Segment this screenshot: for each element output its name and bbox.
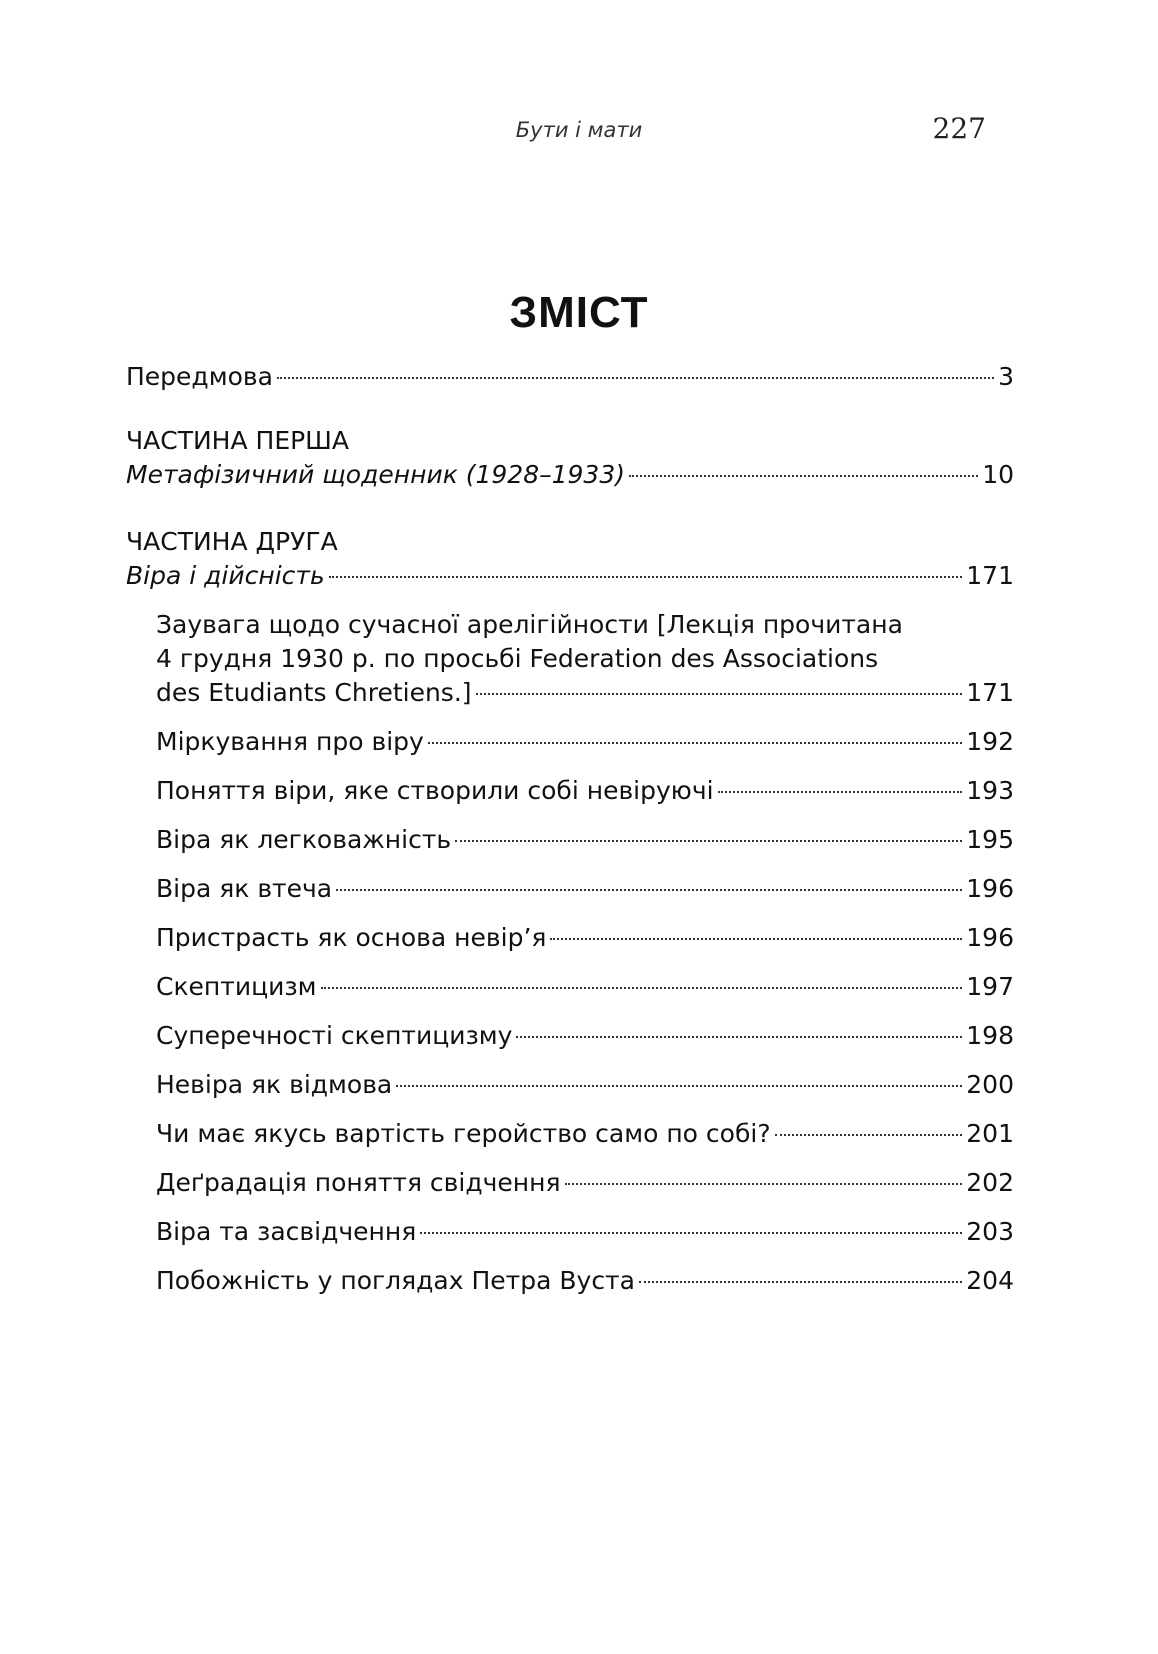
toc-entry-page: 193 (966, 776, 1014, 805)
toc-entry-label: Метафізичний щоденник (1928–1933) (126, 460, 625, 489)
toc-title: ЗМІСТ (509, 288, 649, 337)
toc-entry-page: 202 (966, 1168, 1014, 1197)
toc-entry-diary (126, 458, 1014, 492)
toc-entry-last-line (156, 676, 1014, 710)
toc-entry-page: 195 (966, 825, 1014, 854)
toc-entry-page: 196 (966, 874, 1014, 903)
toc-entry-sub (156, 970, 1014, 1004)
dot-leader (718, 791, 963, 793)
toc-entry-label: Деґрадація поняття свідчення (156, 1168, 561, 1197)
dot-leader (476, 693, 963, 695)
dot-leader (277, 377, 994, 379)
running-header (0, 112, 1158, 152)
toc-entry-label: Побожність у поглядах Петра Вуста (156, 1266, 635, 1295)
toc-entry-page: 10 (982, 460, 1014, 489)
toc-entry-label: Віра та засвідчення (156, 1217, 417, 1246)
toc-entry-page: 3 (998, 362, 1014, 391)
dot-leader (428, 742, 962, 744)
toc-entry-sub (156, 823, 1014, 857)
dot-leader (336, 889, 962, 891)
toc-entry-sub (156, 1264, 1014, 1298)
toc-entry-page: 203 (966, 1217, 1014, 1246)
toc-entry-page: 171 (966, 678, 1014, 707)
dot-leader (455, 840, 962, 842)
dot-leader (516, 1036, 962, 1038)
dot-leader (629, 475, 978, 477)
dot-leader (775, 1134, 963, 1136)
toc-entry-label: Передмова (126, 362, 273, 391)
dot-leader (550, 938, 962, 940)
toc-entry-label-line: Заувага щодо сучасної арелігійности [Лекція прочитана (156, 610, 903, 639)
dot-leader (329, 576, 963, 578)
dot-leader (565, 1183, 963, 1185)
toc-entry-sub (156, 1166, 1014, 1200)
toc-entry-sub (156, 1117, 1014, 1151)
toc-entry-page: 200 (966, 1070, 1014, 1099)
dot-leader (420, 1232, 962, 1234)
toc-entry-label: Віра як втеча (156, 874, 333, 903)
toc-entry-sub (156, 774, 1014, 808)
part-heading-1: ЧАСТИНА ПЕРША (126, 426, 350, 455)
dot-leader (321, 987, 963, 989)
dot-leader (396, 1085, 962, 1087)
toc-entry-page: 197 (966, 972, 1014, 1001)
toc-entry-label: Суперечності скептицизму (156, 1021, 513, 1050)
part-heading-2: ЧАСТИНА ДРУГА (126, 527, 338, 556)
toc-entry-page: 204 (966, 1266, 1014, 1295)
running-title: Бути і мати (515, 118, 643, 142)
toc-entry-sub (156, 1215, 1014, 1249)
toc-entry-sub (156, 1068, 1014, 1102)
toc-entry-label: Невіра як відмова (156, 1070, 393, 1099)
toc-entry-label: Поняття віри, яке створили собі невіруючі (156, 776, 714, 805)
toc-entry-page: 171 (966, 561, 1014, 590)
toc-entry-sub (156, 921, 1014, 955)
toc-entry-page: 192 (966, 727, 1014, 756)
toc-entry-label: Міркування про віру (156, 727, 424, 756)
toc-entry-label: Віра як легковажність (156, 825, 452, 854)
toc-entry-lecture (156, 608, 1014, 710)
toc-entry-page: 201 (966, 1119, 1014, 1148)
toc-entry-page: 196 (966, 923, 1014, 952)
toc-entry-page: 198 (966, 1021, 1014, 1050)
toc-entry-faith (126, 559, 1014, 593)
toc-entry-sub (156, 725, 1014, 759)
toc-entry-label: Пристрасть як основа невір’я (156, 923, 547, 952)
toc-entry-label: Віра і дійсність (126, 561, 325, 590)
toc-entry-sub (156, 872, 1014, 906)
page-number: 227 (932, 112, 986, 145)
dot-leader (639, 1281, 962, 1283)
toc-entry-preface (126, 360, 1014, 394)
toc-entry-label-line: des Etudiants Chretiens.] (156, 678, 472, 707)
toc-entry-label: Чи має якусь вартість геройство само по собі? (156, 1119, 771, 1148)
toc-entry-label: Скептицизм (156, 972, 317, 1001)
toc-entry-label-line: 4 грудня 1930 р. по просьбі Federation des Associations (156, 644, 879, 673)
toc-entry-sub (156, 1019, 1014, 1053)
